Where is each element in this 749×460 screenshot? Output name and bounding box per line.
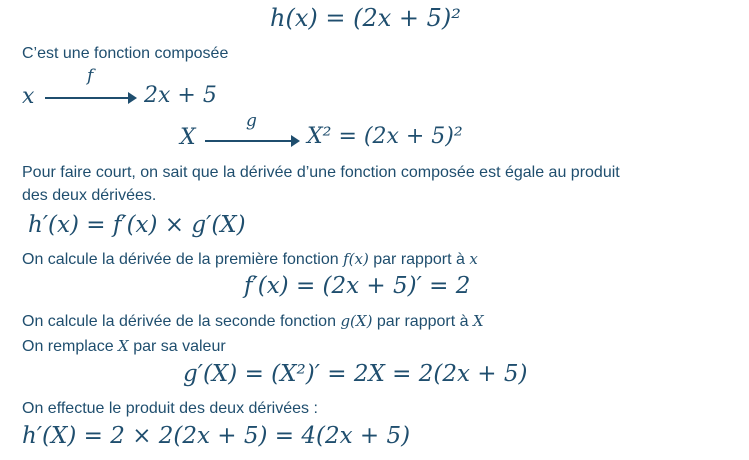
step1-text: On calcule la dérivée de la première fonction f(x) par rapport à x — [22, 250, 478, 268]
step2-text: On calcule la dérivée de la seconde fonction g(X) par rapport à X — [22, 312, 484, 330]
map2-label: g — [246, 111, 257, 131]
map2-to: X² = (2x + 5)² — [307, 124, 463, 149]
explain-line-2: des deux dérivées. — [22, 187, 157, 204]
step3-text: On remplace X par sa valeur — [22, 337, 226, 355]
equation-g-derivative: g′(X) = (X²)′ = 2X = 2(2x + 5) — [183, 361, 528, 387]
explain-line-1: Pour faire court, on sait que la dérivée d’une fonction composée est égale au produit — [22, 164, 620, 181]
arrow-icon — [205, 140, 298, 142]
equation-h: h(x) = (2x + 5)² — [270, 4, 461, 32]
map1-to: 2x + 5 — [144, 83, 217, 108]
equation-result: h′(X) = 2 × 2(2x + 5) = 4(2x + 5) — [22, 423, 411, 449]
equation-chain-rule: h′(x) = f′(x) × g′(X) — [28, 212, 246, 238]
map2-from: X — [180, 125, 196, 150]
intro-text: C’est une fonction composée — [22, 45, 229, 62]
map1-label: f — [87, 66, 94, 86]
step4-text: On effectue le produit des deux dérivées : — [22, 400, 318, 417]
equation-f-derivative: f′(x) = (2x + 5)′ = 2 — [244, 273, 471, 299]
arrow-icon — [45, 97, 135, 99]
map1-from: x — [22, 84, 35, 109]
